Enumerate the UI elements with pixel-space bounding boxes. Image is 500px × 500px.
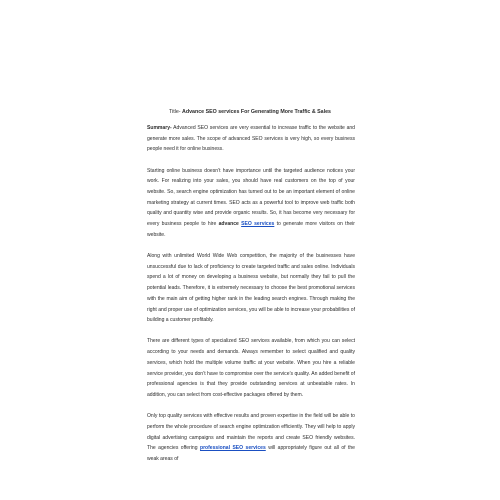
paragraph-5 (147, 411, 355, 465)
paragraph-2 (147, 166, 355, 241)
paragraph-5-text-before: Only top quality services with effective results and proven expertise in the field will be able to perform the whole procedure of search engine optimization efficiently. They will help to apply digital advertising campaigns and maintain the reports and create SEO friendly websites. The agencies offering (147, 413, 355, 452)
seo-services-link[interactable]: SEO services (241, 221, 275, 228)
paragraph-2-text-before: Starting online business doesn’t have importance until the targeted audience notices your work. For realizing into your sales, you should have real customers on the top of your website. So, search engine optimization has turned out to be an important element of online marketing strategy at current times. SEO acts as a powerful tool to improve web traffic both quality and quantity wise and provide organic results. So, it has become very necessary for every business people to hire (147, 167, 355, 228)
title-text: Advance SEO services For Generating More Traffic & Sales (182, 109, 331, 115)
paragraph-2-bold: advance (218, 221, 242, 228)
document-title (0, 109, 500, 116)
professional-seo-services-link[interactable]: professional SEO services (199, 445, 266, 452)
paragraph-5-text-after: will appropriately figure out all of the weak areas of (147, 445, 355, 462)
paragraph-2-text-after: to generate more visitors on their website. (147, 221, 355, 238)
summary-paragraph (147, 123, 355, 155)
title-prefix: Title- (168, 109, 183, 115)
summary-label: Summary- (147, 125, 172, 131)
summary-text: Advanced SEO services are very essential to increase traffic to the website and generate more sales. The scope of advanced SEO services is very high, so every business people need it for online business. (147, 125, 355, 153)
document-body (147, 123, 355, 475)
paragraph-4: There are different types of specialized SEO services available, from which you can select according to your needs and demands. Always remember to select qualified and quality services, which hold the multiple volume traffic at your website. When you hire a reliable service provider, you don’t have to compromise over the service’s quality. An added benefit of professional agencies is that they provide outstanding services at unbeatable rates. In addition, you can select from cost-effective packages offered by them. (147, 338, 355, 398)
paragraph-3: Along with unlimited World Wide Web competition, the majority of the businesses have unsuccessful due to lack of proficiency to create targeted traffic and sales online. Individuals spend a lot of money on developing a business website, but normally they fail to pull the potential leads. Therefore, it is extremely necessary to choose the best promotional services with the main aim of getting higher rank in the leading search engines. Through making the right and proper use of optimization services, you will be able to increase your probabilities of building a customer profitably. (147, 253, 355, 324)
